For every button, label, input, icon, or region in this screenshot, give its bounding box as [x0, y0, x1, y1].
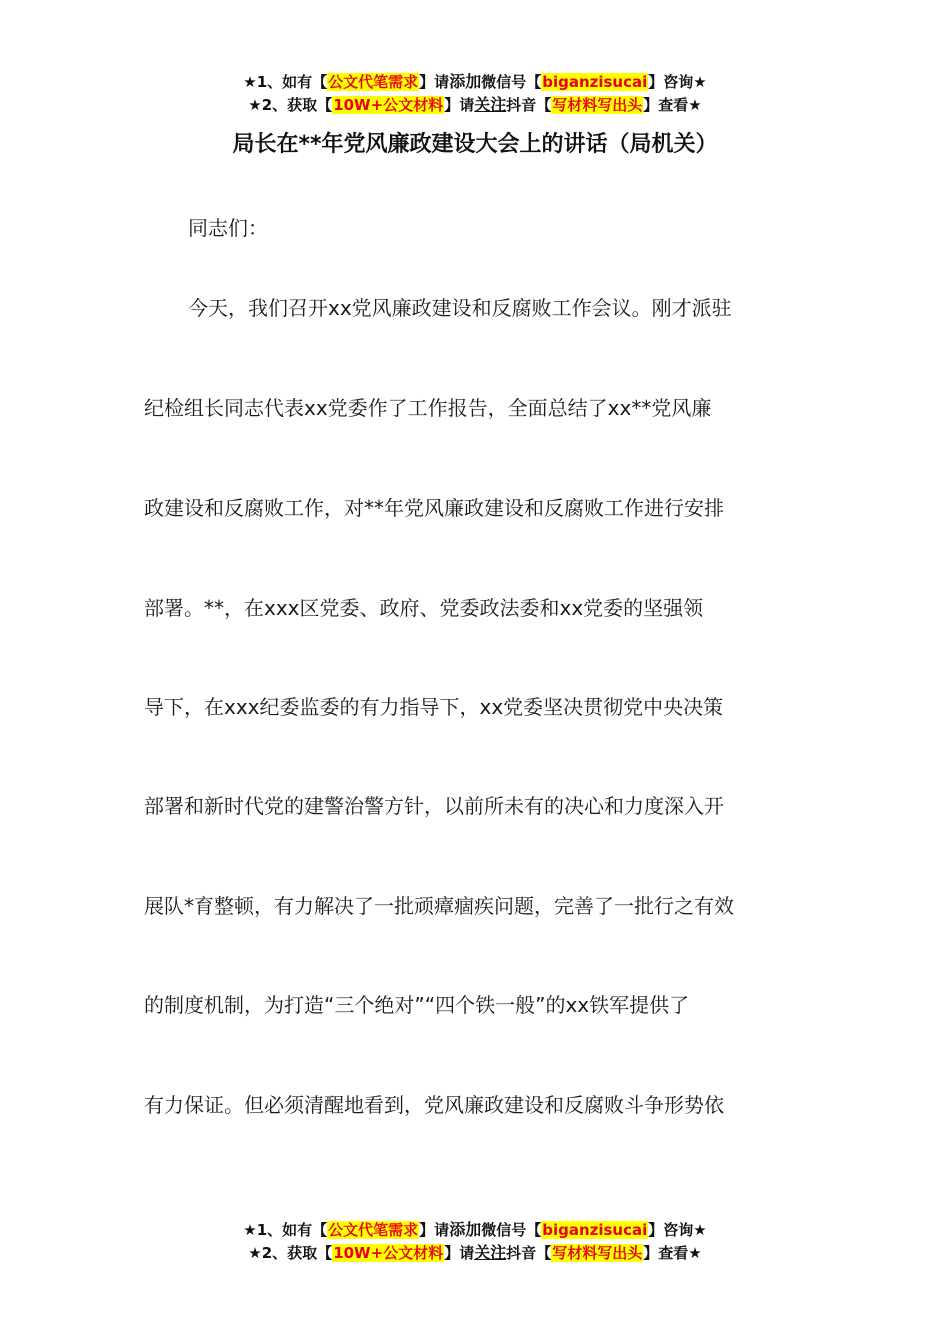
banner-line-1 [0, 1218, 950, 1241]
body-line: 今天，我们召开xx党风廉政建设和反腐败工作会议。刚才派驻 [188, 296, 732, 320]
banner-emphasis: 关注 [474, 1243, 507, 1262]
salutation: 同志们： [188, 216, 268, 240]
body-line: 部署和新时代党的建警治警方针，以前所未有的决心和力度深入开 [144, 794, 724, 818]
banner-text: 】请 [419, 73, 450, 91]
body-line: 展队*育整顿，有力解决了一批顽瘴痼疾问题，完善了一批行之有效 [144, 894, 734, 918]
banner-emphasis: 添加 [449, 1220, 482, 1239]
banner-text: 】请 [419, 1221, 450, 1239]
body-line: 政建设和反腐败工作，对**年党风廉政建设和反腐败工作进行安排 [144, 496, 724, 520]
banner-text: ★2、获取【 [248, 96, 333, 114]
banner-text: ★2、获取【 [248, 1244, 333, 1262]
body-line: 的制度机制，为打造“三个绝对”“四个铁一般”的xx铁军提供了 [144, 993, 690, 1017]
highlight-douyin-id: 写材料写出头 [552, 1244, 643, 1262]
body-line: 纪检组长同志代表xx党委作了工作报告，全面总结了xx**党风廉 [144, 396, 712, 420]
document-title: 局长在**年党风廉政建设大会上的讲话（局机关） [232, 132, 718, 157]
highlight-materials: 10W+公文材料 [333, 1244, 444, 1262]
banner-text: 微信号【 [481, 1221, 542, 1239]
body-line: 有力保证。但必须清醒地看到，党风廉政建设和反腐败斗争形势依 [144, 1093, 724, 1117]
footer-banner [0, 1218, 950, 1264]
body-line: 部署。**，在xxx区党委、政府、党委政法委和xx党委的坚强领 [144, 596, 704, 620]
banner-text: 】请 [444, 1244, 475, 1262]
banner-line-2 [0, 1241, 950, 1264]
banner-emphasis: 添加 [449, 72, 482, 91]
banner-emphasis: 关注 [474, 95, 507, 114]
banner-text: 微信号【 [481, 73, 542, 91]
body-line: 导下，在xxx纪委监委的有力指导下，xx党委坚决贯彻党中央决策 [144, 695, 724, 719]
banner-text: 抖音【 [506, 1244, 552, 1262]
banner-text: 】咨询★ [648, 73, 707, 91]
highlight-service: 公文代笔需求 [328, 1221, 419, 1239]
banner-text: 】咨询★ [648, 1221, 707, 1239]
banner-text: ★1、如有【 [243, 73, 328, 91]
banner-text: 抖音【 [506, 96, 552, 114]
banner-text: ★1、如有【 [243, 1221, 328, 1239]
highlight-service: 公文代笔需求 [328, 73, 419, 91]
highlight-douyin-id: 写材料写出头 [552, 96, 643, 114]
banner-text: 】查看★ [643, 96, 702, 114]
highlight-wechat-id: biganzisucai [542, 73, 648, 91]
banner-text: 】请 [444, 96, 475, 114]
highlight-wechat-id: biganzisucai [542, 1221, 648, 1239]
banner-text: 】查看★ [643, 1244, 702, 1262]
highlight-materials: 10W+公文材料 [333, 96, 444, 114]
